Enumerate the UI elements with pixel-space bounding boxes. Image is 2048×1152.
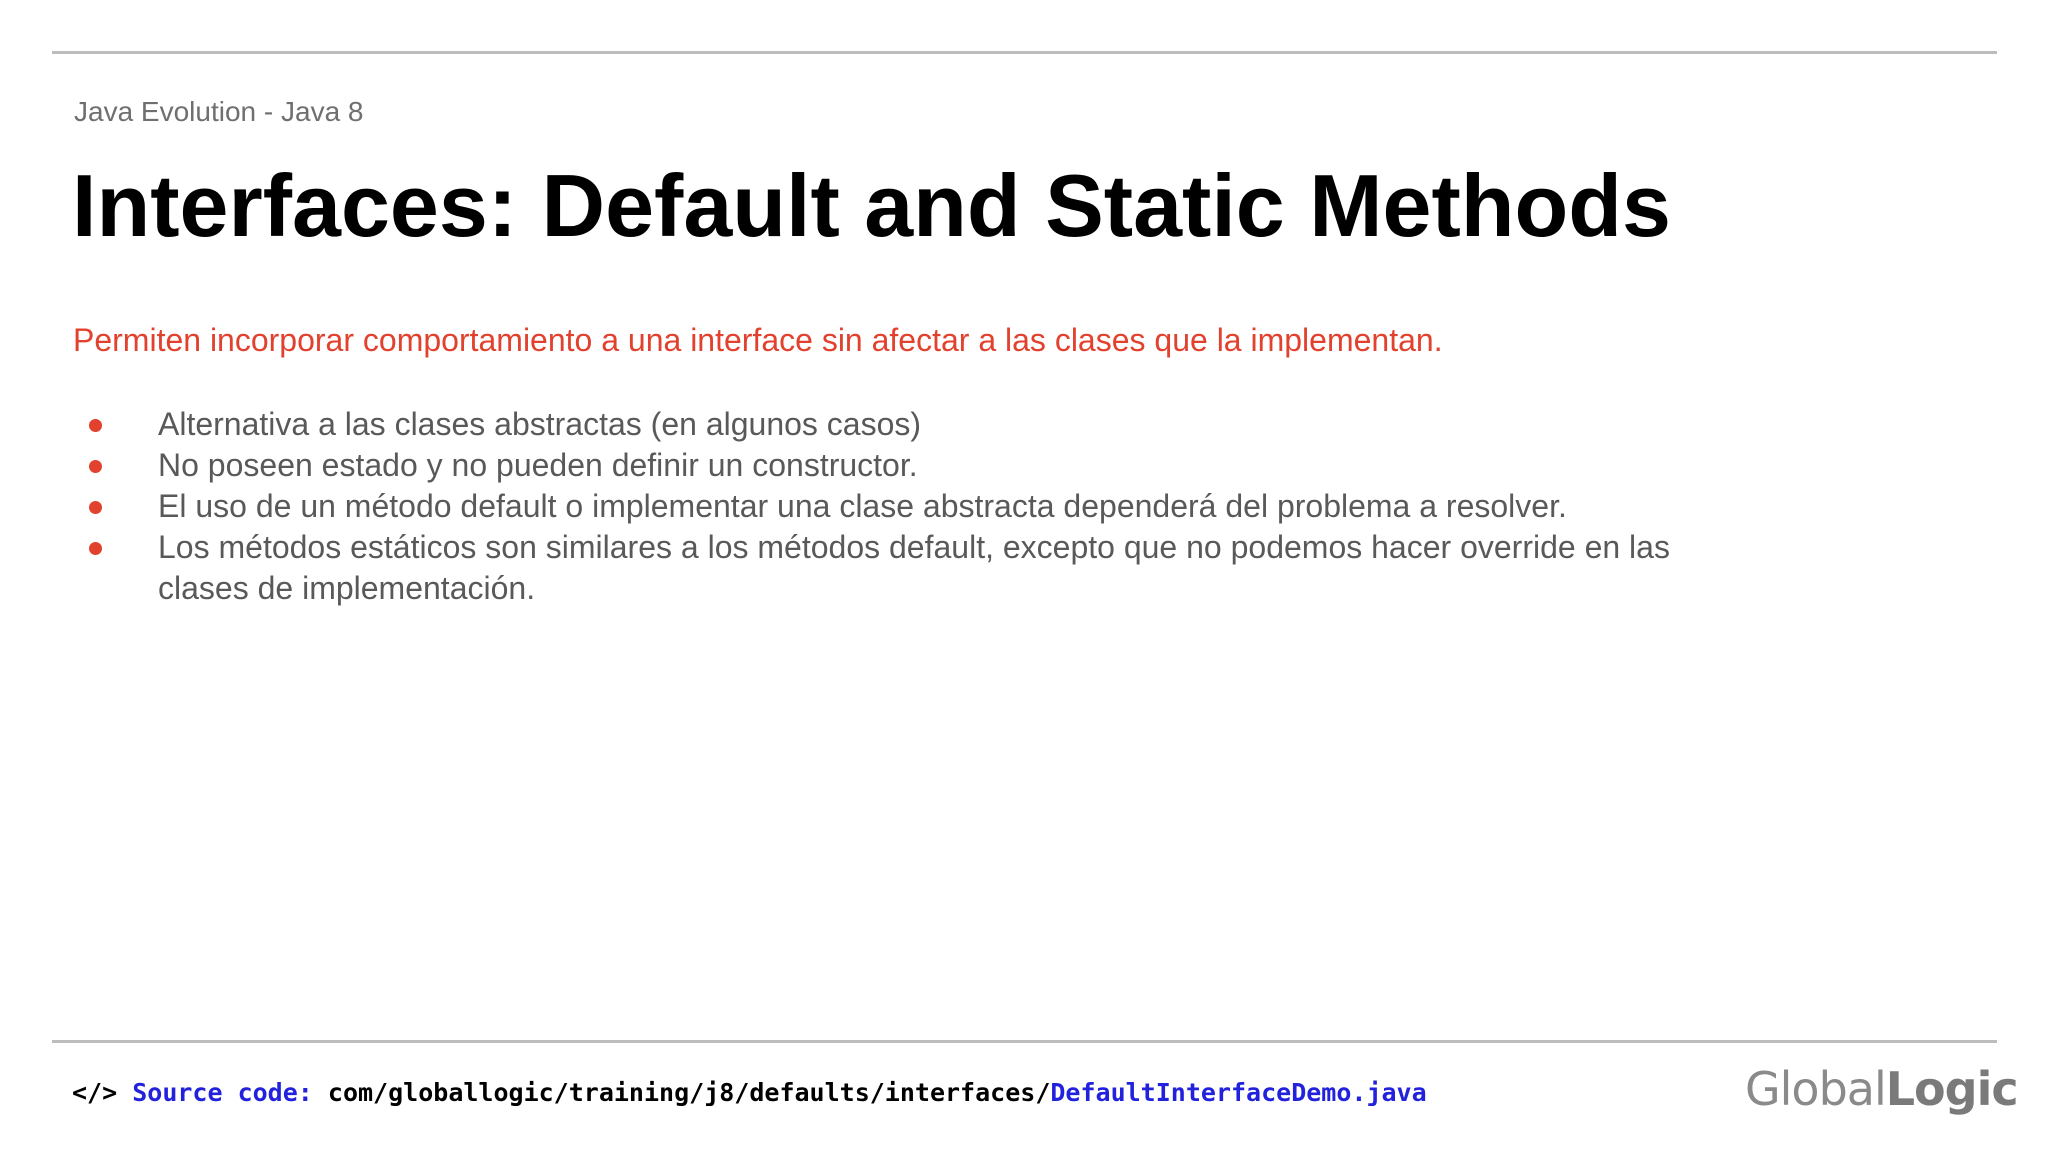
slide-title: Interfaces: Default and Static Methods [72,156,1671,255]
logo-light-text: Global [1745,1062,1886,1116]
bullet-text: Los métodos estáticos son similares a los métodos default, excepto que no podemos hacer override en las clases de implementación. [158,529,1670,606]
list-item [85,445,1725,486]
bullet-list [85,404,1725,609]
bullet-dot-icon [89,419,102,432]
top-divider [52,51,1997,54]
list-item [85,527,1725,609]
source-code-reference [72,1078,1427,1107]
bullet-text: El uso de un método default o implementar una clase abstracta dependerá del problema a resolver. [158,488,1567,524]
bullet-text: No poseen estado y no pueden definir un constructor. [158,447,918,483]
bullet-dot-icon [89,501,102,514]
globallogic-logo [1745,1062,2018,1116]
lead-sentence: Permiten incorporar comportamiento a una interface sin afectar a las clases que la implementan. [73,322,1443,358]
source-path: com/globallogic/training/j8/defaults/interfaces/ [327,1078,1051,1107]
list-item [85,404,1725,445]
source-file-link[interactable]: DefaultInterfaceDemo.java [1050,1078,1427,1107]
bullet-dot-icon [89,460,102,473]
code-tag-icon: </> [72,1078,118,1107]
logo-bold-text: Logic [1885,1062,2018,1116]
list-item [85,486,1725,527]
bottom-divider [52,1040,1997,1043]
bullet-text: Alternativa a las clases abstractas (en algunos casos) [158,406,922,442]
slide-subtitle: Java Evolution - Java 8 [74,96,364,127]
bullet-dot-icon [89,542,102,555]
source-label: Source code: [132,1078,313,1107]
